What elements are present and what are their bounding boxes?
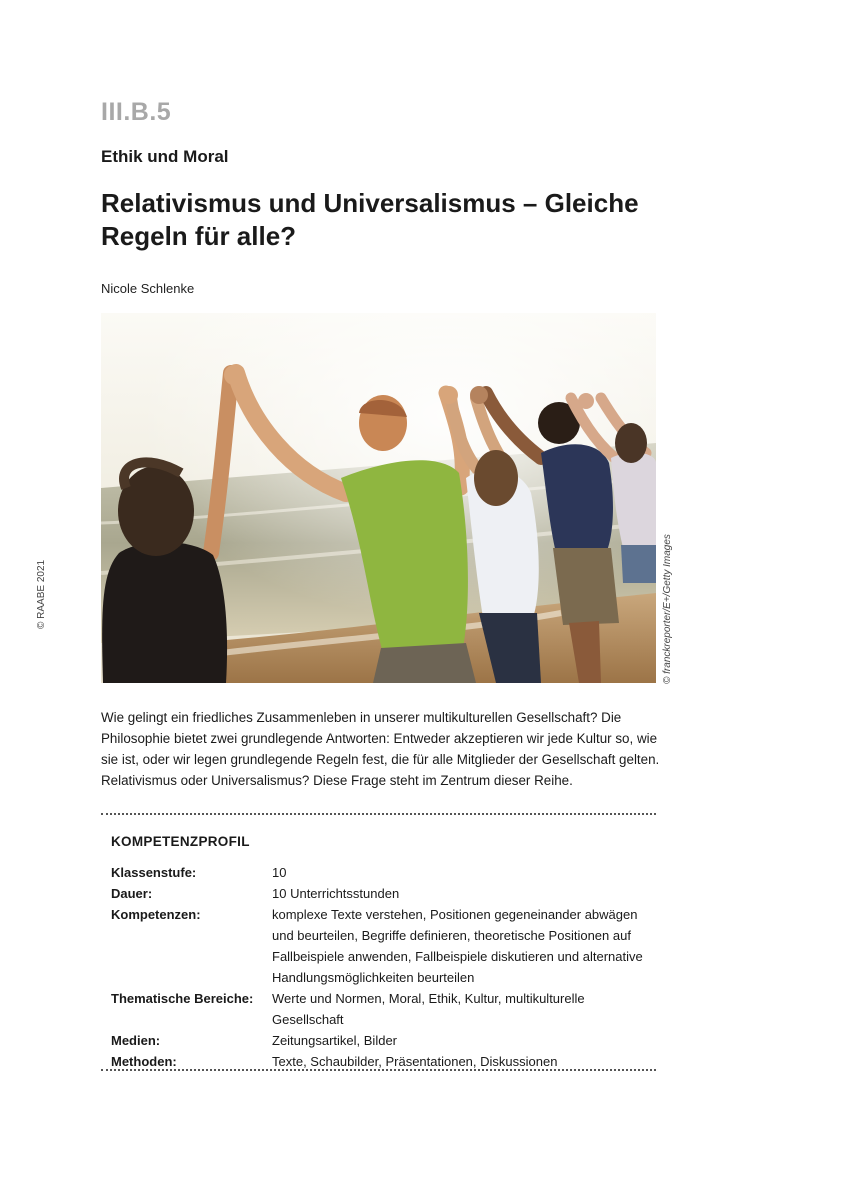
dotted-divider-top <box>101 813 656 815</box>
unit-code: III.B.5 <box>101 98 172 126</box>
profile-row <box>111 988 656 1030</box>
photo-credit: © franckreporter/E+/Getty Images <box>662 534 673 684</box>
profile-label: Dauer: <box>111 886 153 901</box>
copyright-notice: © RAABE 2021 <box>36 559 47 629</box>
profile-value: Werte und Normen, Moral, Ethik, Kultur, multikulturelle Gesellschaft <box>272 991 585 1027</box>
profile-value: komplexe Texte verstehen, Positionen gegeneinander abwägen und beurteilen, Begriffe definieren, theoretische Positionen auf Fallbeispiele anwenden, Fallbeispiele diskutieren und alternative Handlungsmöglichkeiten beurteilen <box>272 907 643 985</box>
profile-label: Methoden: <box>111 1054 177 1069</box>
profile-label: Thematische Bereiche: <box>111 991 254 1006</box>
dotted-divider-bottom <box>101 1069 656 1071</box>
cover-photo <box>101 313 656 683</box>
profile-label: Medien: <box>111 1033 161 1048</box>
profile-label: Kompetenzen: <box>111 907 201 922</box>
profile-row <box>111 862 656 883</box>
profile-value: Zeitungsartikel, Bilder <box>272 1033 397 1048</box>
profile-row <box>111 1030 656 1051</box>
profile-row <box>111 904 656 988</box>
profile-value: Texte, Schaubilder, Präsentationen, Diskussionen <box>272 1054 558 1069</box>
subject-heading: Ethik und Moral <box>101 147 229 166</box>
page-title: Relativismus und Universalismus – Gleiche Regeln für alle? <box>101 188 639 251</box>
profile-row <box>111 883 656 904</box>
kompetenzprofil-table <box>111 862 656 1072</box>
profile-value: 10 Unterrichtsstunden <box>272 886 400 901</box>
beach-people-holding-hands-image <box>101 313 656 683</box>
intro-paragraph: Wie gelingt ein friedliches Zusammenleben in unserer multikulturellen Gesellschaft? Die Philosophie bietet zwei grundlegende Antworten: Entweder akzeptieren wir jede Kultur so, wie sie ist, oder wir legen grundlegende Regeln fest, die für alle Mitglieder der Gesellschaft gelten. Relativismus oder Universalismus? Diese Frage steht im Zentrum dieser Reihe. <box>101 710 660 788</box>
profile-label: Klassenstufe: <box>111 865 197 880</box>
author-name: Nicole Schlenke <box>101 281 195 296</box>
kompetenzprofil-heading: KOMPETENZPROFIL <box>111 834 250 849</box>
profile-value: 10 <box>272 865 287 880</box>
